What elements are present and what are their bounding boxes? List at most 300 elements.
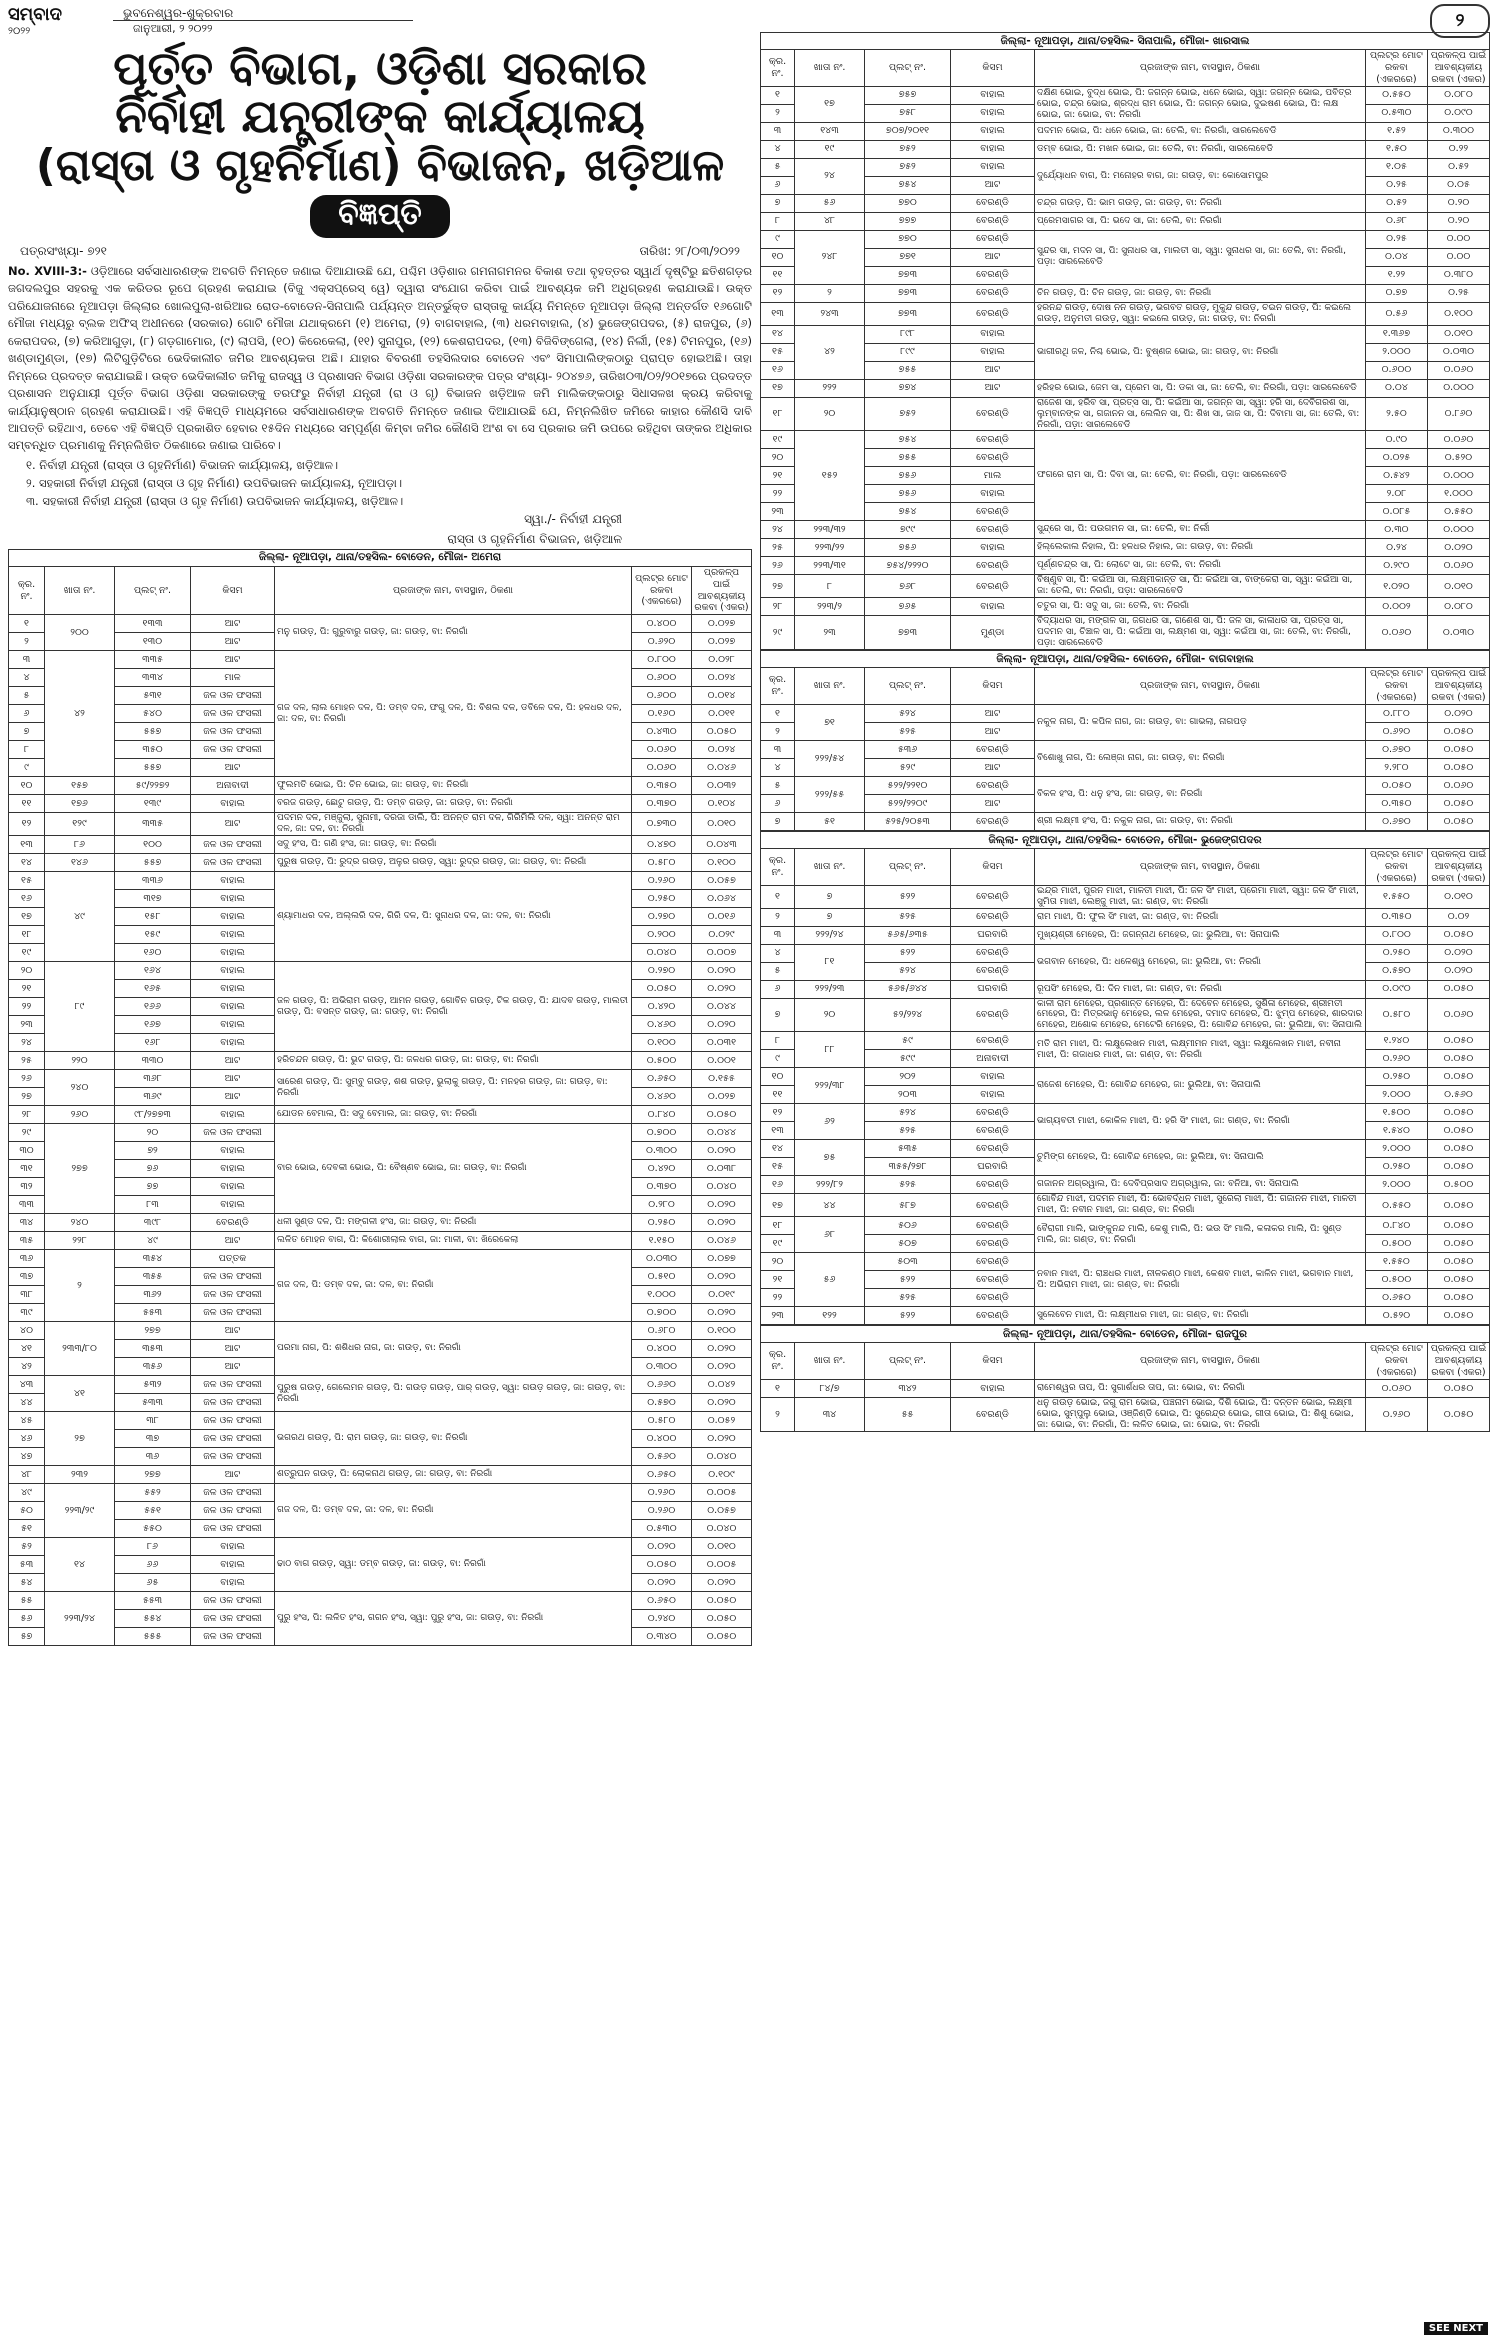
- total-area-cell: ୦.୦୫୦: [632, 1556, 692, 1574]
- land-table: [760, 32, 1490, 650]
- total-area-cell: ୦.୨୫୦: [1365, 1158, 1427, 1176]
- plot-cell: ୫୨/୨୨୪: [865, 998, 951, 1032]
- kisam-cell: ବେରଣ୍ଡି: [951, 812, 1035, 830]
- serial-cell: ୩୭: [9, 1268, 45, 1286]
- publication-name: ସମ୍ବାଦ: [8, 4, 62, 25]
- khata-cell: ୮୮: [795, 1032, 865, 1068]
- owner-cell: ସୁନ୍ଦର ସା, ମଦନ ସା, ପି: ସୁନାଧର ସା, ମାଲତୀ ସା, ସ୍ୱା: ସୁନାଧର ସା, ଜା: ତେଲି, ବା: ନିରଗାଁ, ପଡ଼ା: ସାରଲେବେଡି: [1035, 230, 1366, 284]
- total-area-cell: ୦.୧୦୦: [632, 1034, 692, 1052]
- serial-cell: ୨୯: [9, 1124, 45, 1142]
- total-area-cell: ୦.୦୪୦: [632, 944, 692, 962]
- required-area-cell: ୦.୦୨୦: [692, 1358, 752, 1376]
- required-area-cell: ୦.୦୧୧: [692, 705, 752, 723]
- plot-cell: ୭୫୭: [865, 86, 951, 104]
- required-area-cell: ୦.୦୫୦: [692, 723, 752, 741]
- required-area-cell: ୦.୦୫୦: [1427, 980, 1489, 998]
- owner-cell: ଦୁର୍ଯ୍ୟୋଧନ ବାଗ, ପି: ମନୋହର ବାଗ, ଜା: ଗଉଡ଼, ବା: କୋସୋମପୁର: [1035, 158, 1366, 194]
- table-row: [9, 1466, 752, 1484]
- owner-cell: ସୁଲେବେନ ମାଝୀ, ପି: ଲକ୍ଷ୍ମୀଧର ମାଝୀ, ଜା: ଗଣ୍ଡ, ବା: ନିରଗାଁ: [1035, 1307, 1366, 1325]
- table-row: [761, 539, 1490, 557]
- table-row: [9, 1052, 752, 1070]
- serial-cell: ୪୯: [9, 1484, 45, 1502]
- required-area-cell: ୦.୦୨୮: [692, 651, 752, 669]
- required-area-cell: ୦.୦୫୦: [1427, 1032, 1489, 1050]
- kisam-cell: ଆଟ: [191, 759, 275, 777]
- kisam-cell: ମୁଣ୍ଡା: [951, 616, 1035, 650]
- kisam-cell: ଆଟ: [951, 722, 1035, 740]
- kisam-cell: ଆଟ: [951, 176, 1035, 194]
- owner-cell: ରାଜେଶ ମେହେର, ପି: ଗୋବିନ୍ଦ ମେହେର, ଜା: ଭୁଲିଆ, ବା: ସିନାପାଲି: [1035, 1068, 1366, 1104]
- total-area-cell: ୦.୦୦୨: [1365, 598, 1427, 616]
- total-area-cell: ୧.୫୫୦: [1365, 885, 1427, 908]
- khata-cell: ୧୫୨: [795, 431, 865, 521]
- serial-cell: ୨୫: [761, 539, 795, 557]
- serial-cell: ୯: [9, 759, 45, 777]
- owner-cell: ଚତୁର ସା, ପି: ସଦୁ ସା, ଜା: ତେଲି, ବା: ନିରଗାଁ: [1035, 598, 1366, 616]
- required-area-cell: ୦.୫୫୦: [1427, 503, 1489, 521]
- kisam-cell: ବାହାଲ: [951, 104, 1035, 122]
- serial-cell: ୬: [761, 794, 795, 812]
- total-area-cell: ୦.୩୫୦: [1365, 794, 1427, 812]
- khata-cell: ୪୯: [45, 872, 115, 962]
- kisam-cell: ଜଳ ଓଳ ଫସଲୀ: [191, 1448, 275, 1466]
- serial-cell: ୧୦: [761, 1068, 795, 1086]
- serial-cell: ୪୬: [9, 1430, 45, 1448]
- owner-cell: ଚୁମିଙ୍ଗ ମେହେର, ପି: ଗୋବିନ୍ଦ ମେହେର, ଜା: ଭୁଲିଆ, ବା: ସିନାପାଲି: [1035, 1140, 1366, 1176]
- khata-cell: ୪୨: [795, 325, 865, 379]
- required-area-cell: ୦.୦୨୦: [692, 962, 752, 980]
- kisam-cell: ଆଟ: [191, 1340, 275, 1358]
- owner-cell: ସାରେଣ ଗଉଡ଼, ପି: ସୁମ୍ବୁ ଗଉଡ଼, ଶଶ ଗଉଡ଼, ଭୁଲାକୁ ଗଉଡ଼, ପି: ମନହର ଗଉଡ଼, ଜା: ଗଉଡ଼, ବା: ନିରଗାଁ: [275, 1070, 632, 1106]
- owner-cell: କାଳୀ ରାମ ମେହେର, ପ୍ରଶାନ୍ତ ମେହେର, ପି: ଦେବେନ ମେହେର, ସୁଶିଳା ମେହେର, ଶ୍ରୀମତୀ ମେହେର, ପି: ମିତ୍ରଭାନୁ ମେହେର, ଲଳ ମେହେର, ଦମାଦ ମେହେର, ପି: ଝୁମ୍ପ ମେହେର, ଶାରଦାର ମେହେର, ଅଶୋକ ମେହେର, ମେଟେରି ମେହେର, ପି: ଗୋବିନ୍ଦ ମେହେର, ଜା: ଭୁଲିଆ, ବା: ସିନାପାଲି: [1035, 998, 1366, 1032]
- serial-cell: ୧୬: [761, 361, 795, 379]
- total-area-cell: ୦.୨୫: [1365, 230, 1427, 248]
- kisam-cell: ଆଟ: [951, 758, 1035, 776]
- plot-cell: ୫୯୯: [865, 1050, 951, 1068]
- kisam-cell: ଜଳ ଓଳ ଫସଲୀ: [191, 1592, 275, 1610]
- kisam-cell: ଜଳ ଓଳ ଫସଲୀ: [191, 1610, 275, 1628]
- required-area-cell: ୦.୦୮୦: [1427, 86, 1489, 104]
- required-area-cell: ୦.୦୫୦: [1427, 1104, 1489, 1122]
- khata-cell: ୮୬: [45, 836, 115, 854]
- required-area-cell: ୦.୦୫୦: [1427, 1289, 1489, 1307]
- kisam-cell: ଜଳ ଓଳ ଫସଲୀ: [191, 1376, 275, 1394]
- owner-cell: ବିଷ୍ଣୁବ ସା, ପି: କଇଁଆ ସା, ଲକ୍ଷ୍ମୀକାନ୍ତ ସା, ପି: କଇଁଆ ସା, ବାଙ୍କେରା ସା, ସ୍ୱା: କଇଁଆ ସା, ଜା: ତେଲି, ବା: ନିରଗାଁ, ପଡ଼ା: ସାରଲେବେଡି: [1035, 575, 1366, 598]
- serial-cell: ୪୩: [9, 1376, 45, 1394]
- khata-cell: ୨୩୨: [45, 1466, 115, 1484]
- owner-cell: ଶ୍ରୀ ଲକ୍ଷ୍ମୀ ହଂସ, ପି: ନକୁଳ ନାଗ, ଜା: ଗଉଡ଼, ବା: ନିରଗାଁ: [1035, 812, 1366, 830]
- required-area-cell: ୦.୦୨୦: [692, 980, 752, 998]
- signature-office: ରାସ୍ତା ଓ ଗୃହନିର୍ମାଣ ବିଭାଜନ, ଖଡ଼ିଆଳ: [447, 531, 622, 546]
- plot-cell: ୭୭୦: [865, 230, 951, 248]
- total-area-cell: ୦.୫୫୦: [1365, 86, 1427, 104]
- khata-cell: ୮୪/୭: [795, 1379, 865, 1397]
- kisam-cell: ବାହାଲ: [951, 598, 1035, 616]
- table-row: [761, 86, 1490, 104]
- khata-cell: ୧୫୭: [45, 777, 115, 795]
- notice-date: ତାରିଖ: ୨୮/୦୩/୨୦୨୨: [639, 243, 740, 258]
- kisam-cell: ବେରଣ୍ଡି: [951, 449, 1035, 467]
- khata-cell: ୧୪: [45, 1538, 115, 1592]
- serial-cell: ୪: [761, 140, 795, 158]
- total-area-cell: ୦.୬୬୦: [632, 1376, 692, 1394]
- total-area-cell: ୦.୨୬୦: [632, 1484, 692, 1502]
- table-caption: ଜିଲ୍ଲା- ନୂଆପଡ଼ା, ଥାନା/ତହସିଲ- ସିନାପାଲି, ମୌଜା- ଖାରସାଲ: [761, 33, 1490, 50]
- column-header-khata: ଖାତା ନଂ.: [45, 566, 115, 615]
- kisam-cell: ବାହାଲ: [191, 1034, 275, 1052]
- owner-cell: ବିଦ୍ୟାଧର ସା, ମଙ୍ଗଳ ସା, ଜଗଧର ସା, ଗଣେଶ ସା, ପି: ଜଳ ସା, କାଳାଧର ସା, ପ୍ରତ୍ସ ସା, ପଦମନ ସା, ଚିଞ୍ଚାଳ ସା, ପି: କଇଁଆ ସା, ଲକ୍ଷ୍ମଣ ସା, ସ୍ୱା: କଇଁଆ ସା, ଜା: ତେଲି, ବା: ନିରଗାଁ, ପଡ଼ା: ସାରଲେବେଡି: [1035, 616, 1366, 650]
- serial-cell: ୭: [761, 812, 795, 830]
- table-row: [761, 776, 1490, 794]
- table-row: [9, 1124, 752, 1142]
- plot-cell: ୨୦୨: [865, 1068, 951, 1086]
- serial-cell: ୩: [9, 651, 45, 669]
- table-caption: ଜିଲ୍ଲା- ନୂଆପଡ଼ା, ଥାନା/ତହସିଲ- ବୋଡେନ, ମୌଜା- ଅମେରା: [9, 549, 752, 566]
- plot-cell: ୫୨୫/୨୦୫୩: [865, 812, 951, 830]
- required-area-cell: ୦.୦୨୦: [692, 1430, 752, 1448]
- table-row: [9, 1592, 752, 1610]
- plot-cell: ୭୭୩: [865, 616, 951, 650]
- plot-cell: ୨୭୭: [115, 1322, 191, 1340]
- total-area-cell: ୦.୦୬୦: [632, 759, 692, 777]
- required-area-cell: ୦.୦୨୦: [692, 1304, 752, 1322]
- table-row: [9, 854, 752, 872]
- owner-cell: ବିକଳ ହଂସ, ପି: ଧନୁ ହଂସ, ଜା: ଗଉଡ଼, ବା: ନିରଗାଁ: [1035, 776, 1366, 812]
- column-header-total-area: ପ୍ଲଟ୍‌ର ମୋଟ ରକବା (ଏକରରେ): [1365, 848, 1427, 885]
- total-area-cell: ୧.୦୫: [1365, 158, 1427, 176]
- required-area-cell: ୦.୫୨: [1427, 158, 1489, 176]
- total-area-cell: ୦.୫୩୦: [1365, 104, 1427, 122]
- table-row: [9, 1412, 752, 1430]
- column-header-khata: ଖାତା ନଂ.: [795, 848, 865, 885]
- khata-cell: ୫୬: [795, 1253, 865, 1307]
- total-area-cell: ୦.୪୨୦: [632, 1160, 692, 1178]
- column-header-sl: କ୍ର. ନଂ.: [761, 50, 795, 87]
- plot-cell: ୭୫୪: [865, 431, 951, 449]
- kisam-cell: ବେରଣ୍ଡି: [951, 1122, 1035, 1140]
- plot-cell: ୩୭: [115, 1430, 191, 1448]
- table-row: [761, 302, 1490, 325]
- required-area-cell: ୦.୨୦: [1427, 212, 1489, 230]
- serial-cell: ୧୮: [761, 1217, 795, 1235]
- total-area-cell: ୦.୬୦୦: [1365, 361, 1427, 379]
- khata-cell: ୬୮: [795, 1217, 865, 1253]
- required-area-cell: ୦.୦୬୦: [1427, 557, 1489, 575]
- column-header-kisam: କିସମ: [951, 668, 1035, 705]
- owner-cell: ନକୁଳ ନାଗ, ପି: କପିଳ ନାଗ, ଜା: ଗଉଡ଼, ବା: ଗାଭଲା, ନାଗପଡ଼: [1035, 704, 1366, 740]
- kisam-cell: ଜଳ ଓଳ ଫସଲୀ: [191, 854, 275, 872]
- plot-cell: ୫୨୨/୨୨୧୦: [865, 776, 951, 794]
- plot-cell: ୫୨୫: [865, 908, 951, 926]
- required-area-cell: ୦.୦୪୬: [692, 1232, 752, 1250]
- serial-cell: ୧୯: [761, 431, 795, 449]
- required-area-cell: ୦.୦୨୦: [692, 1142, 752, 1160]
- serial-cell: ୮: [9, 741, 45, 759]
- serial-cell: ୨୩: [761, 1307, 795, 1325]
- serial-cell: ୩୮: [9, 1286, 45, 1304]
- kisam-cell: ଜଳ ଓଳ ଫସଲୀ: [191, 1628, 275, 1646]
- khata-cell: ୨୨୨/୫୪: [795, 740, 865, 776]
- kisam-cell: ବେରଣ୍ଡି: [951, 1194, 1035, 1217]
- required-area-cell: ୦.୦୫୦: [692, 1592, 752, 1610]
- serial-cell: ୧: [761, 1379, 795, 1397]
- owner-cell: ଢାଠ ବାଗ ଗଉଡ଼, ସ୍ୱା: ଡମ୍ବ ଗଉଡ଼, ଜା: ଗଉଡ଼, ବା: ନିରଗାଁ: [275, 1538, 632, 1592]
- column-header-plot: ପ୍ଲଟ୍ ନଂ.: [115, 566, 191, 615]
- plot-cell: ୫୯/୨୨୭୨: [115, 777, 191, 795]
- plot-cell: ୧୦୦: [115, 836, 191, 854]
- required-area-cell: ୦.୦୨୪: [692, 741, 752, 759]
- serial-cell: ୨୯: [761, 616, 795, 650]
- total-area-cell: ୦.୪୭୦: [632, 836, 692, 854]
- total-area-cell: ୨.୨୮୦: [1365, 758, 1427, 776]
- serial-cell: ୧୮: [761, 397, 795, 431]
- total-area-cell: ୦.୩୪୦: [632, 1628, 692, 1646]
- kisam-cell: ମାଲ: [951, 467, 1035, 485]
- owner-cell: ଡମ୍ବ ଭୋଇ, ପି: ମଖନ ଭୋଇ, ଜା: ତେଲି, ବା: ନିରଗାଁ, ସାରଲେବେଡି: [1035, 140, 1366, 158]
- required-area-cell: ୦.୦୦: [1427, 248, 1489, 266]
- kisam-cell: ବେରଣ୍ଡି: [951, 944, 1035, 962]
- total-area-cell: ୦.୦୬୦: [1365, 616, 1427, 650]
- plot-cell: ୪୯: [115, 1232, 191, 1250]
- owner-cell: ପୁରୁ ହଂସ, ପି: ଲଳିତ ହଂସ, ଗଗନ ହଂସ, ସ୍ୱା: ପୁରୁ ହଂସ, ଜା: ଗଉଡ଼, ବା: ନିରଗାଁ: [275, 1592, 632, 1646]
- total-area-cell: ୦.୨୫୦: [632, 890, 692, 908]
- serial-cell: ୫୧: [9, 1520, 45, 1538]
- serial-cell: ୧୭: [761, 1194, 795, 1217]
- required-area-cell: ୦.୫୨୦: [1427, 449, 1489, 467]
- owner-cell: ଭାଗୀରଥି ଜଳ, ନିଶ୍ଚ ଭୋଇ, ପି: ବୁଷ୍ଣଜ ଭୋଇ, ଜା: ଗଉଡ଼, ବା: ନିରଗାଁ: [1035, 325, 1366, 379]
- kisam-cell: ଘରବାରି: [951, 980, 1035, 998]
- plot-cell: ୫୫୦: [115, 1520, 191, 1538]
- kisam-cell: ବାହାଲ: [191, 1556, 275, 1574]
- khata-cell: ୮: [795, 575, 865, 598]
- total-area-cell: ୦.୨୫୦: [1365, 1068, 1427, 1086]
- kisam-cell: ବେରଣ୍ଡି: [951, 1235, 1035, 1253]
- owner-cell: ସଦୁ ହଂସ, ପି: ଗଣି ହଂସ, ଜା: ଗଉଡ଼, ବା: ନିରଗାଁ: [275, 836, 632, 854]
- total-area-cell: ୦.୩୫୦: [632, 777, 692, 795]
- plot-cell: ୯୮/୨୭୭୩: [115, 1106, 191, 1124]
- serial-cell: ୧୭: [761, 379, 795, 397]
- plot-cell: ୫୫୧: [115, 1502, 191, 1520]
- serial-cell: ୩୯: [9, 1304, 45, 1322]
- column-header-sl: କ୍ର. ନଂ.: [761, 668, 795, 705]
- plot-cell: ୭୫୨: [865, 140, 951, 158]
- kisam-cell: ଜଳ ଓଳ ଫସଲୀ: [191, 836, 275, 854]
- serial-cell: ୧: [761, 885, 795, 908]
- owner-cell: ଜଳ ଗଉଡ଼, ପି: ଅଭିରାମ ଗଉଡ଼, ଆମନ ଗଉଡ଼, ଗୋବିନ ଗଉଡ଼, ଟିକ ଗଉଡ଼, ପି: ଯାଦବ ଗଉଡ଼, ମାଲତୀ ଗଉଡ଼, ପି: ବସନ୍ତ ଗଉଡ଼, ଜା: ଗଉଡ଼, ବା: ନିରଗାଁ: [275, 962, 632, 1052]
- total-area-cell: ୦.୫୦୦: [1365, 1235, 1427, 1253]
- page-number: ୨: [1430, 4, 1490, 38]
- total-area-cell: ୦.୭୦୦: [632, 1124, 692, 1142]
- kisam-cell: ବାହାଲ: [191, 1538, 275, 1556]
- plot-cell: ୫୫୭: [115, 854, 191, 872]
- total-area-cell: ୦.୪୦୦: [632, 1430, 692, 1448]
- total-area-cell: ୦.୨୬୦: [1365, 1397, 1427, 1431]
- required-area-cell: ୦.୦୬୪: [692, 890, 752, 908]
- serial-cell: ୨୫: [9, 1052, 45, 1070]
- table-row: [761, 1397, 1490, 1431]
- table-row: [761, 980, 1490, 998]
- serial-cell: ୭: [761, 194, 795, 212]
- plot-cell: ୫୩୩: [115, 1394, 191, 1412]
- plot-cell: ୮୬: [115, 1538, 191, 1556]
- serial-cell: ୪୫: [9, 1412, 45, 1430]
- see-next-label: SEE NEXT: [1424, 2322, 1488, 2335]
- khata-cell: ୨୪: [795, 158, 865, 194]
- table-row: [761, 1140, 1490, 1158]
- serial-cell: ୫୬: [9, 1610, 45, 1628]
- serial-cell: ୫୦: [9, 1502, 45, 1520]
- khata-cell: ୭: [795, 885, 865, 908]
- khata-cell: ୧୪୬: [45, 854, 115, 872]
- kisam-cell: ବାହାଲ: [191, 1196, 275, 1214]
- column-header-total-area: ପ୍ଲଟ୍‌ର ମୋଟ ରକବା (ଏକରରେ): [632, 566, 692, 615]
- total-area-cell: ୦.୦୪: [1365, 379, 1427, 397]
- serial-cell: ୧୮: [9, 926, 45, 944]
- required-area-cell: ୦.୦୪୦: [692, 1520, 752, 1538]
- total-area-cell: ୦.୫୭୦: [1365, 962, 1427, 980]
- owner-cell: ବିଶୋଖୁ ନାଗ, ପି: ଲେଞ୍ଜା ନାଗ, ଜା: ଗଉଡ଼, ବା: ନିରଗାଁ: [1035, 740, 1366, 776]
- column-header-plot: ପ୍ଲଟ୍ ନଂ.: [865, 668, 951, 705]
- khata-cell: ୨୨୨/୨୩: [795, 980, 865, 998]
- total-area-cell: ୦.୦୨୦: [632, 1538, 692, 1556]
- serial-cell: ୨୬: [761, 557, 795, 575]
- required-area-cell: ୦.୦୦୦: [1427, 379, 1489, 397]
- serial-cell: ୨୮: [9, 1106, 45, 1124]
- table-row: [9, 615, 752, 633]
- khata-cell: ୨୬୦: [45, 1106, 115, 1124]
- edition-label: ଭୁବନେଶ୍ୱର-ଶୁକ୍ରବାର: [123, 6, 234, 20]
- required-area-cell: ୦.୦୫୦: [1427, 1217, 1489, 1235]
- total-area-cell: ୦.୮୦୦: [1365, 926, 1427, 944]
- serial-cell: ୧୪: [761, 1140, 795, 1158]
- column-header-plot: ପ୍ଲଟ୍ ନଂ.: [865, 1343, 951, 1380]
- edition-date: ଜାନୁଆରୀ, ୨ ୨୦୨୨: [133, 22, 213, 35]
- kisam-cell: ବାହାଲ: [951, 343, 1035, 361]
- column-header-total-area: ପ୍ଲଟ୍‌ର ମୋଟ ରକବା (ଏକରରେ): [1365, 50, 1427, 87]
- column-header-kisam: କିସମ: [951, 848, 1035, 885]
- plot-cell: ୮୯୮: [865, 325, 951, 343]
- serial-cell: ୭: [761, 998, 795, 1032]
- total-area-cell: ୦.୦୫୦: [632, 980, 692, 998]
- total-area-cell: ୧.୫୨: [1365, 122, 1427, 140]
- kisam-cell: ବାହାଲ: [191, 1016, 275, 1034]
- plot-cell: ୭୫୬: [865, 467, 951, 485]
- kisam-cell: ବେରଣ୍ଡି: [951, 1176, 1035, 1194]
- copy-to-item: ୧. ନିର୍ବାହୀ ଯନ୍ତ୍ରୀ (ରାସ୍ତା ଓ ଗୃହନିର୍ମାଣ) ବିଭାଜନ କାର୍ଯ୍ୟାଳୟ, ଖଡ଼ିଆଳ।: [26, 457, 339, 472]
- table-row: [761, 284, 1490, 302]
- owner-cell: ଶତ୍ରୁଘନ ଗଉଡ଼, ପି: ଲୋକନାଥ ଗଉଡ଼, ଜା: ଗଉଡ଼, ବା: ନିରଗାଁ: [275, 1466, 632, 1484]
- serial-cell: ୮: [761, 1032, 795, 1050]
- kisam-cell: ବାହାଲ: [191, 998, 275, 1016]
- kisam-cell: ବାହାଲ: [191, 1574, 275, 1592]
- total-area-cell: ୨.୦୦୦: [1365, 1176, 1427, 1194]
- owner-cell: ଭାଗ୍ୟବତୀ ମାଝୀ, କୋକିଳ ମାଝୀ, ପି: ହରି ସିଂ ମାଝୀ, ଜା: ଗଣ୍ଡ, ବା: ନିରଗାଁ: [1035, 1104, 1366, 1140]
- required-area-cell: ୦.୦୫୦: [1427, 1271, 1489, 1289]
- column-header-kisam: କିସମ: [191, 566, 275, 615]
- plot-cell: ୩୬୨: [115, 1286, 191, 1304]
- plot-cell: ୫୫୫: [115, 1628, 191, 1646]
- total-area-cell: ୧.୩୬୭: [1365, 325, 1427, 343]
- khata-cell: ୨୩: [795, 616, 865, 650]
- serial-cell: ୪୨: [9, 1358, 45, 1376]
- plot-cell: ୫୨୪: [865, 704, 951, 722]
- required-area-cell: ୦.୦୨୭: [692, 633, 752, 651]
- kisam-cell: ମାଳ: [191, 669, 275, 687]
- plot-cell: ୩୫୫: [115, 1268, 191, 1286]
- plot-cell: ୫୨୨: [865, 1271, 951, 1289]
- serial-cell: ୫: [761, 776, 795, 794]
- owner-cell: ଲଳିତ ମୋହନ ବାଗ, ପି: କିଶୋରୀଲାଲ ବାଗ, ଜା: ମାଳୀ, ବା: ଖିରେକେଲା: [275, 1232, 632, 1250]
- column-header-khata: ଖାତା ନଂ.: [795, 50, 865, 87]
- table-row: [761, 521, 1490, 539]
- total-area-cell: ୧.୦୦୦: [632, 1286, 692, 1304]
- khata-cell: ୨୨୨/୫୫: [795, 776, 865, 812]
- plot-cell: ୩୩୬: [115, 872, 191, 890]
- khata-cell: ୫୧: [795, 812, 865, 830]
- khata-cell: ୨୨୦: [45, 1052, 115, 1070]
- total-area-cell: ୦.୨୫୦: [1365, 944, 1427, 962]
- kisam-cell: ବାହାଲ: [191, 980, 275, 998]
- right-column: [760, 32, 1490, 1432]
- owner-cell: ସୁନ୍ଦ୍ରେ ସା, ପି: ପଉଗମନ ସା, ଜା: ତେଲି, ବା: ନିର୍ଲୀ: [1035, 521, 1366, 539]
- required-area-cell: ୦.୦୨୯: [692, 926, 752, 944]
- plot-cell: ୫୬୫/୬୩୫: [865, 926, 951, 944]
- owner-cell: ଧନୁ ଗଉଡ଼ ଭୋଇ, ଜଗୁ ରାମ ଭୋଇ, ପଞ୍ଚନାମ ଭୋଇ, ଦିଶି ଭୋଇ, ପି: ଦନ୍ତନ ଭୋଇ, ଲକ୍ଷ୍ମୀ ଭୋଇ, ସୁମ୍ପୁଲୁ ଭୋଇ, ଓଞ୍ଜିଣ୍ଡି ଭୋଇ, ପି: ସୁରେନ୍ଦ୍ର ଭୋଇ, ଗୀତା ଭୋଇ, ପି: ଶିଶୁ ଭୋଇ, ଜା: ଭୋଇ, ବା: ନିରଗାଁ, ପି: ଲଳିତ ଭୋଇ, ଜା: ଭୋଇ, ବା: ନିରଗାଁ: [1035, 1397, 1366, 1431]
- kisam-cell: ଜଳ ଓଳ ଫସଲୀ: [191, 1484, 275, 1502]
- required-area-cell: ୦.୦୪୦: [692, 1448, 752, 1466]
- column-header-sl: କ୍ର. ନଂ.: [761, 1343, 795, 1380]
- kisam-cell: ବେରଣ୍ଡି: [951, 962, 1035, 980]
- owner-cell: ଭଗରଥ ଗଉଡ଼, ପି: ରାମ ଗଉଡ଼, ଜା: ଗଉଡ଼, ବା: ନିରଗାଁ: [275, 1412, 632, 1466]
- serial-cell: ୫୨: [9, 1538, 45, 1556]
- required-area-cell: ୦.୦୬୦: [1427, 998, 1489, 1032]
- required-area-cell: ୦.୩୦୦: [1427, 122, 1489, 140]
- owner-cell: ଧଳୀ ସୁଣ୍ଡ ଦଳ, ପି: ମଙ୍ଗଳୀ ହଂସ, ଜା: ଗଉଡ଼, ବା: ନିରଗାଁ: [275, 1214, 632, 1232]
- total-area-cell: ୨.୦୦୦: [1365, 343, 1427, 361]
- khata-cell: ୮୯: [45, 962, 115, 1052]
- kisam-cell: ଆଟ: [951, 704, 1035, 722]
- required-area-cell: ୦.୦୧୦: [1427, 885, 1489, 908]
- total-area-cell: ୦.୪୬୦: [632, 1088, 692, 1106]
- serial-cell: ୪୧: [9, 1340, 45, 1358]
- serial-cell: ୧୨: [761, 284, 795, 302]
- required-area-cell: ୦.୦୫୦: [692, 1628, 752, 1646]
- khata-cell: ୨: [795, 284, 865, 302]
- owner-cell: ଚନ୍ଦ୍ର ଗଉଡ଼, ପି: ଭାମ ଗଉଡ଼, ଜା: ଗଉଡ଼, ବା: ନିରଗାଁ: [1035, 194, 1366, 212]
- total-area-cell: ୦.୫୧୦: [632, 1268, 692, 1286]
- required-area-cell: ୦.୫୦୦: [1427, 1176, 1489, 1194]
- kisam-cell: ଘରବାରି: [951, 926, 1035, 944]
- kisam-cell: ଅନାବାଦୀ: [191, 777, 275, 795]
- khata-cell: ୧୨୯: [45, 813, 115, 836]
- plot-cell: ୭୭୩: [865, 266, 951, 284]
- required-area-cell: ୦.୦୨୪: [692, 669, 752, 687]
- required-area-cell: ୦.୦୨୭: [692, 1088, 752, 1106]
- owner-cell: ଇନ୍ଦ୍ର ମାଝୀ, ପୁରନ ମାଝୀ, ମାଳତୀ ମାଝୀ, ପି: ଜଳ ସିଂ ମାଝୀ, ପ୍ରେମା ମାଝୀ, ସ୍ୱା: ଜଳ ସିଂ ମାଝୀ, ସୁମିତା ମାଝୀ, ଲେଞ୍ଜୁ ମାଝୀ, ଜା: ଗଣ୍ଡ, ବା: ନିରଗାଁ: [1035, 885, 1366, 908]
- serial-cell: ୨୮: [761, 598, 795, 616]
- khata-cell: ୨୨୩/୩୧: [795, 557, 865, 575]
- column-header-owner: ପ୍ରଜାଙ୍କ ନାମ, ବାସସ୍ଥାନ, ଠିକଣା: [1035, 50, 1366, 87]
- required-area-cell: ୦.୩୮୦: [1427, 266, 1489, 284]
- total-area-cell: ୦.୬୭୦: [1365, 812, 1427, 830]
- kisam-cell: ଜଳ ଓଳ ଫସଲୀ: [191, 1124, 275, 1142]
- column-header-owner: ପ୍ରଜାଙ୍କ ନାମ, ବାସସ୍ଥାନ, ଠିକଣା: [1035, 848, 1366, 885]
- required-area-cell: ୦.୦୩୨: [692, 777, 752, 795]
- required-area-cell: ୦.୦୪୬: [692, 759, 752, 777]
- plot-cell: ୨୦: [115, 1124, 191, 1142]
- required-area-cell: ୦.୦୦୦: [1427, 467, 1489, 485]
- serial-cell: ୩୬: [9, 1250, 45, 1268]
